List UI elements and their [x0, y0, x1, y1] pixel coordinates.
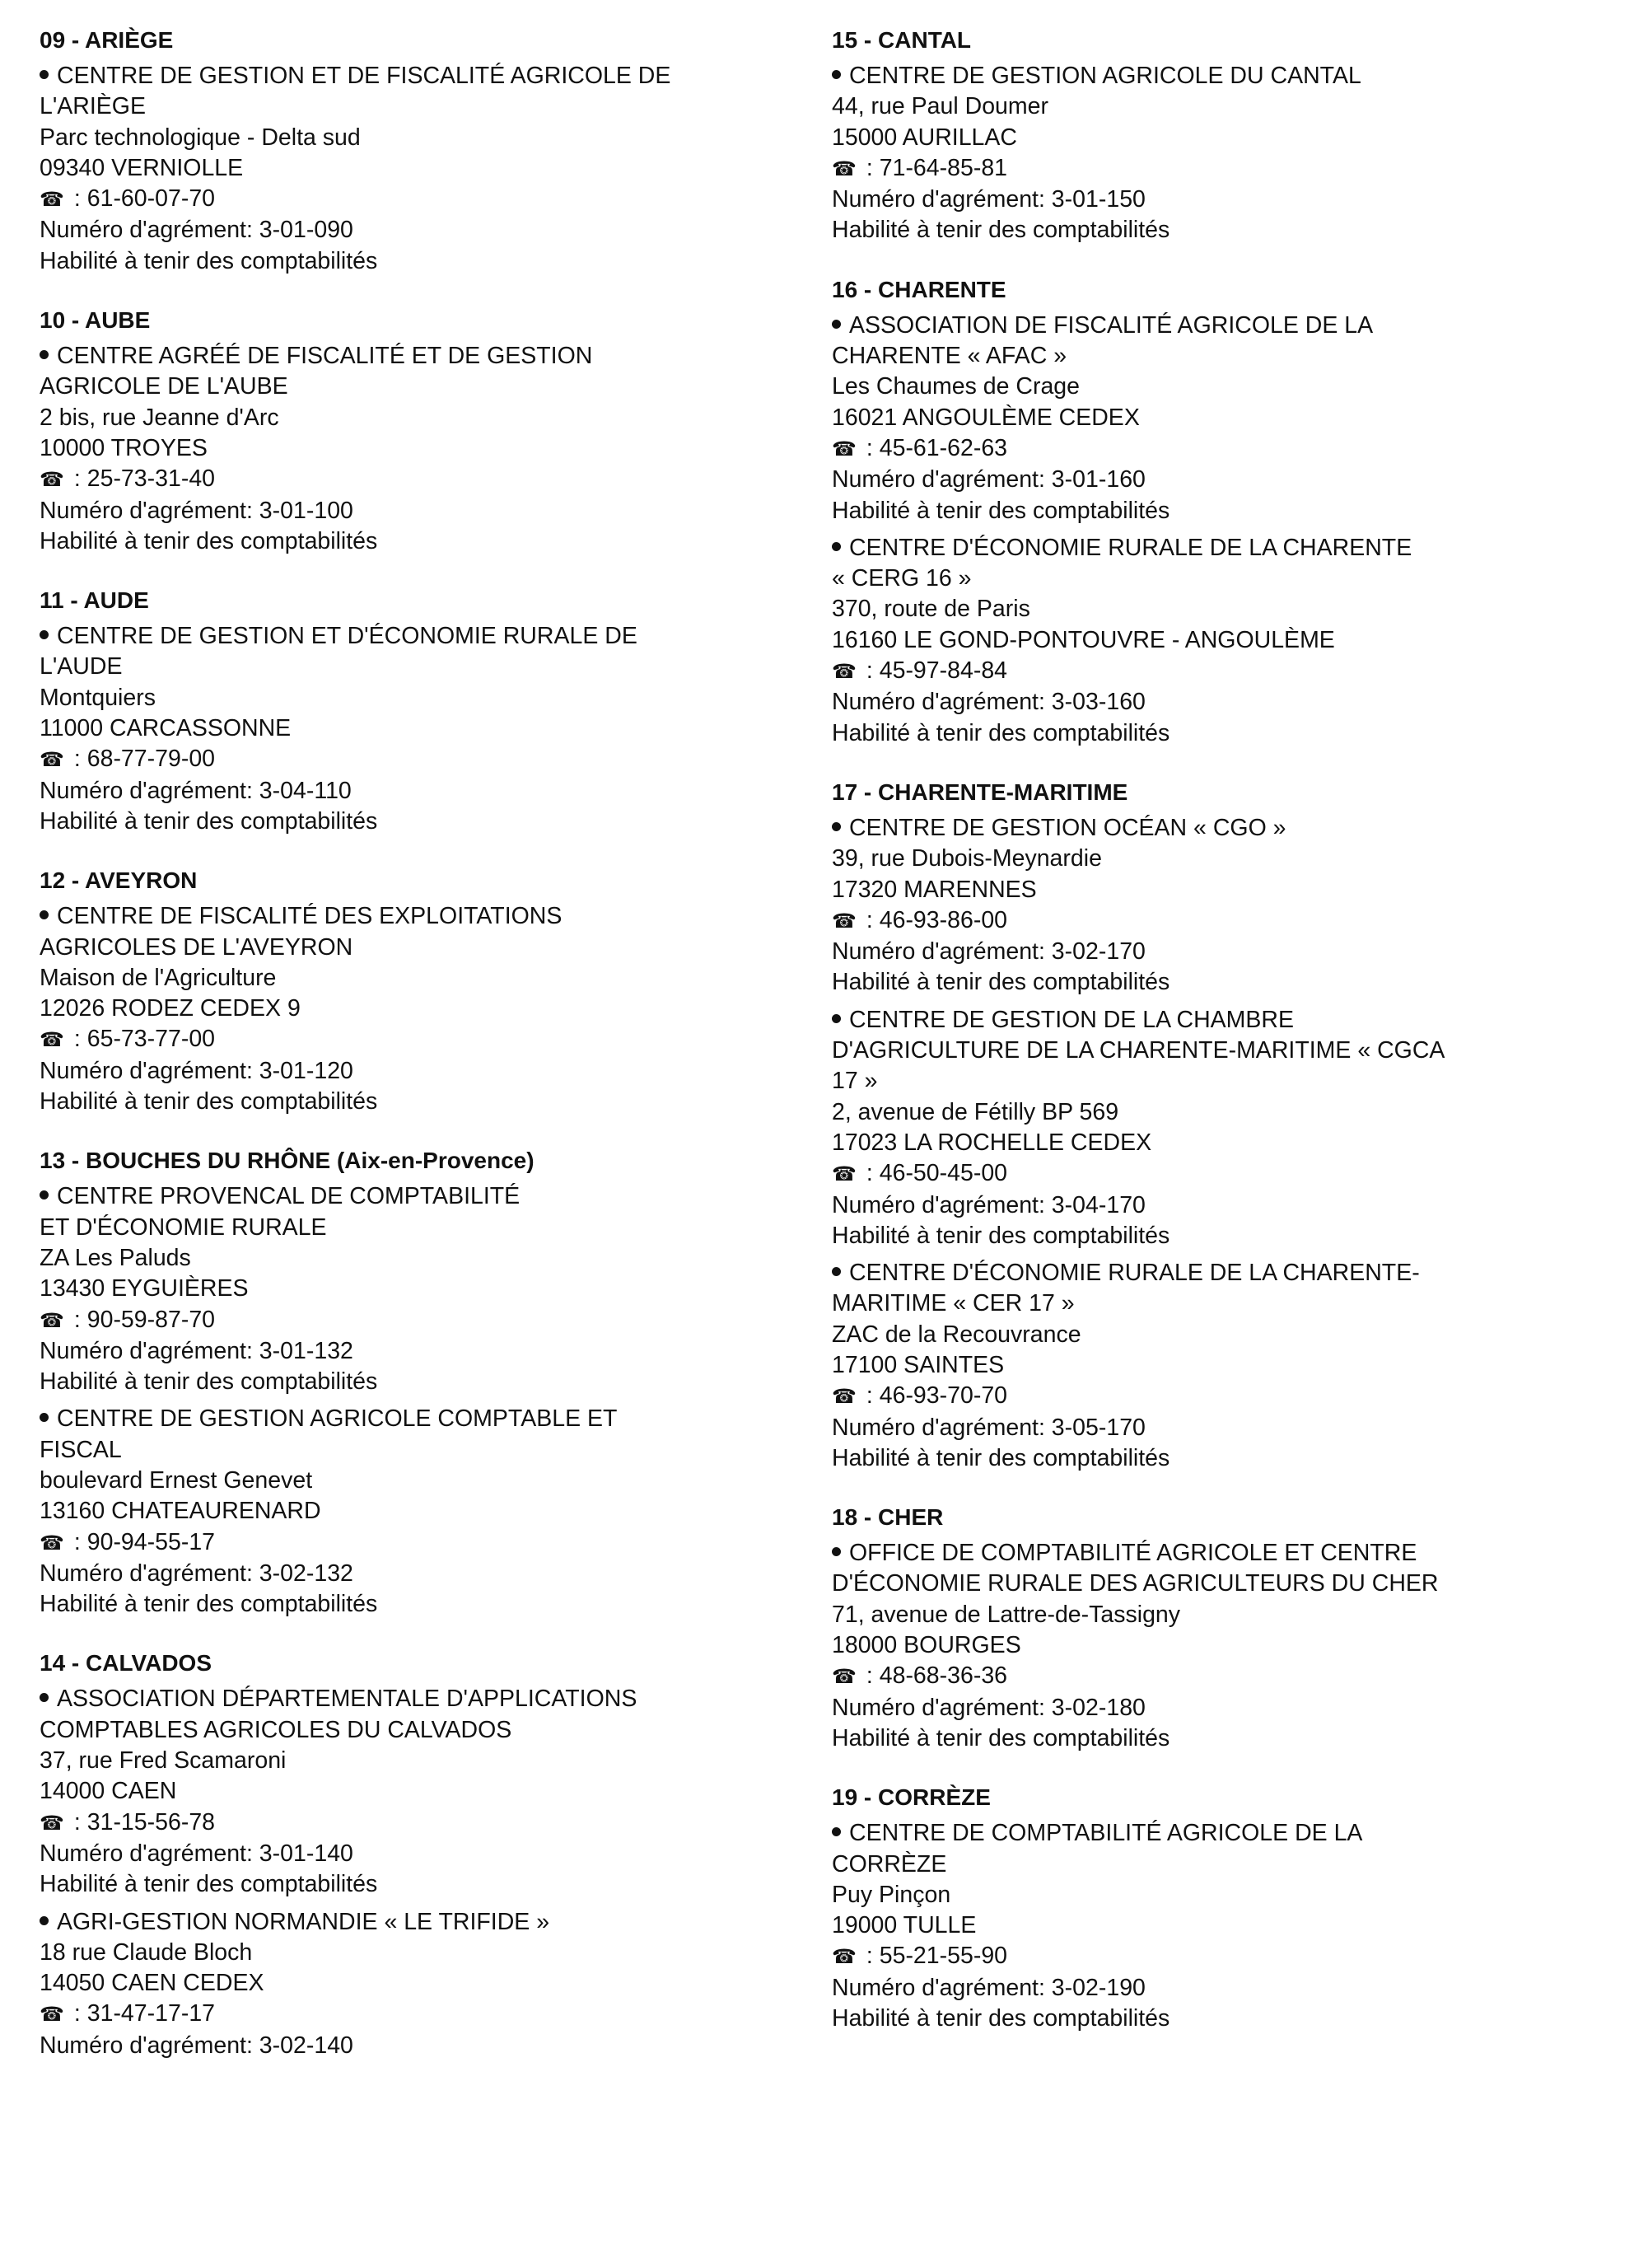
department-heading: 13 - BOUCHES DU RHÔNE (Aix-en-Provence): [40, 1148, 535, 1174]
phone-line: [832, 656, 1598, 687]
address-line: 16021 ANGOULÈME CEDEX: [832, 404, 1140, 431]
agrement-number: Numéro d'agrément: 3-02-140: [40, 2032, 353, 2059]
agrement-number: Numéro d'agrément: 3-01-150: [832, 186, 1146, 213]
phone-line: [40, 1527, 814, 1559]
address-line: 2, avenue de Fétilly BP 569: [832, 1098, 1119, 1125]
center-name-text: CENTRE AGRÉÉ DE FISCALITÉ ET DE GESTION: [57, 343, 593, 370]
agrement-number: Numéro d'agrément: 3-03-160: [832, 689, 1146, 716]
agrement-number: Numéro d'agrément: 3-02-132: [40, 1560, 353, 1587]
phone-number: : 55-21-55-90: [866, 1943, 1008, 1970]
center-entry: [40, 621, 814, 837]
department-section: [832, 1782, 1598, 2034]
address-line: ZA Les Paluds: [40, 1244, 191, 1271]
habilitation-text: Habilité à tenir des comptabilités: [40, 527, 378, 554]
address-line: Montquiers: [40, 684, 156, 711]
phone-line: [40, 1999, 814, 2030]
address-line: ZAC de la Recouvrance: [832, 1321, 1081, 1348]
agrement-number: Numéro d'agrément: 3-04-110: [40, 777, 352, 804]
address-line: 17023 LA ROCHELLE CEDEX: [832, 1129, 1152, 1156]
center-name-line: [40, 1181, 814, 1212]
center-entry: [40, 1181, 814, 1397]
address-line: 18000 BOURGES: [832, 1632, 1021, 1659]
center-name-line: [40, 1435, 814, 1466]
bullet-icon: [40, 70, 49, 79]
phone-number: : 65-73-77-00: [73, 1026, 216, 1053]
department-section: [40, 865, 814, 1117]
center-name-text: ASSOCIATION DE FISCALITÉ AGRICOLE DE LA: [849, 311, 1374, 339]
phone-line: [40, 184, 814, 215]
telephone-icon: ☎: [832, 157, 857, 180]
telephone-icon: ☎: [40, 189, 64, 212]
agrement-number: Numéro d'agrément: 3-05-170: [832, 1414, 1146, 1441]
left-column: [40, 25, 814, 2089]
bullet-icon: [40, 1693, 49, 1702]
center-name-text: OFFICE DE COMPTABILITÉ AGRICOLE ET CENTRE: [849, 1540, 1417, 1567]
center-name-text: CENTRE DE GESTION AGRICOLE DU CANTAL: [849, 63, 1361, 89]
department-section: [40, 1145, 814, 1620]
center-name-text: CENTRE DE COMPTABILITÉ AGRICOLE DE LA: [849, 1820, 1363, 1847]
address-line: 13430 EYGUIÈRES: [40, 1275, 249, 1302]
address-line: 17100 SAINTES: [832, 1351, 1005, 1378]
center-name-text: 17 »: [832, 1068, 878, 1095]
center-name-line: [832, 1288, 1598, 1319]
habilitation-text: Habilité à tenir des comptabilités: [832, 217, 1170, 244]
center-name-text: AGRI-GESTION NORMANDIE « LE TRIFIDE »: [57, 1908, 550, 1935]
habilitation-text: Habilité à tenir des comptabilités: [832, 719, 1170, 746]
address-line: 15000 AURILLAC: [832, 124, 1017, 151]
telephone-icon: ☎: [40, 1309, 64, 1332]
telephone-icon: ☎: [832, 1163, 857, 1186]
department-heading: 15 - CANTAL: [832, 27, 972, 53]
center-name-line: [832, 813, 1598, 844]
center-name-line: [832, 1005, 1598, 1036]
department-section: [40, 25, 814, 277]
center-name-text: CENTRE DE GESTION AGRICOLE COMPTABLE ET: [57, 1405, 618, 1433]
agrement-number: Numéro d'agrément: 3-01-140: [40, 1840, 353, 1867]
habilitation-text: Habilité à tenir des comptabilités: [40, 1088, 378, 1115]
bullet-icon: [40, 1190, 49, 1199]
address-line: Parc technologique - Delta sud: [40, 124, 361, 151]
address-line: 14000 CAEN: [40, 1778, 177, 1805]
phone-number: : 25-73-31-40: [73, 465, 216, 493]
center-name-text: L'AUDE: [40, 653, 123, 680]
address-line: 17320 MARENNES: [832, 876, 1037, 903]
phone-number: : 31-47-17-17: [73, 2000, 216, 2027]
phone-number: : 48-68-36-36: [866, 1662, 1008, 1690]
bullet-icon: [40, 1413, 49, 1422]
center-name-line: [832, 563, 1598, 594]
address-line: 13160 CHATEAURENARD: [40, 1498, 321, 1525]
department-section: [40, 585, 814, 837]
address-line: 370, route de Paris: [832, 596, 1030, 623]
department-heading: 14 - CALVADOS: [40, 1650, 212, 1676]
bullet-icon: [832, 1267, 841, 1276]
phone-number: : 45-97-84-84: [866, 657, 1008, 685]
bullet-icon: [832, 822, 841, 831]
center-name-text: CENTRE DE GESTION ET D'ÉCONOMIE RURALE DE: [57, 623, 637, 650]
agrement-number: Numéro d'agrément: 3-01-100: [40, 497, 353, 524]
address-line: Maison de l'Agriculture: [40, 964, 277, 991]
habilitation-text: Habilité à tenir des comptabilités: [832, 1724, 1170, 1751]
department-section: [40, 1648, 814, 2061]
center-name-text: D'AGRICULTURE DE LA CHARENTE-MARITIME « CGCA: [832, 1037, 1445, 1064]
center-entry: [40, 1404, 814, 1620]
center-name-line: [832, 1849, 1598, 1880]
address-line: 19000 TULLE: [832, 1912, 977, 1939]
center-entry: [40, 1684, 814, 1900]
address-line: 18 rue Claude Bloch: [40, 1938, 253, 1966]
phone-line: [832, 1158, 1598, 1190]
address-line: 09340 VERNIOLLE: [40, 154, 244, 181]
center-name-text: CENTRE DE GESTION OCÉAN « CGO »: [849, 814, 1286, 841]
department-heading: 18 - CHER: [832, 1504, 944, 1531]
telephone-icon: ☎: [40, 469, 64, 492]
phone-line: [40, 1305, 814, 1336]
telephone-icon: ☎: [40, 2004, 64, 2027]
address-line: Puy Pinçon: [832, 1881, 951, 1908]
phone-number: : 46-50-45-00: [866, 1160, 1008, 1187]
phone-number: : 68-77-79-00: [73, 746, 216, 773]
habilitation-text: Habilité à tenir des comptabilités: [832, 2005, 1170, 2032]
center-name-line: [40, 1404, 814, 1434]
bullet-icon: [40, 1916, 49, 1925]
department-heading: 10 - AUBE: [40, 307, 151, 334]
address-line: 10000 TROYES: [40, 434, 208, 461]
bullet-icon: [40, 630, 49, 639]
agrement-number: Numéro d'agrément: 3-02-190: [832, 1974, 1146, 2001]
habilitation-text: Habilité à tenir des comptabilités: [40, 1871, 378, 1898]
habilitation-text: Habilité à tenir des comptabilités: [40, 807, 378, 835]
center-entry: [832, 311, 1598, 526]
telephone-icon: ☎: [832, 1666, 857, 1689]
department-heading: 19 - CORRÈZE: [832, 1784, 991, 1811]
telephone-icon: ☎: [40, 1029, 64, 1052]
center-name-text: COMPTABLES AGRICOLES DU CALVADOS: [40, 1716, 512, 1743]
bullet-icon: [832, 70, 841, 79]
center-entry: [832, 1005, 1598, 1251]
agrement-number: Numéro d'agrément: 3-01-090: [40, 217, 353, 244]
center-name-text: CENTRE D'ÉCONOMIE RURALE DE LA CHARENTE-: [849, 1260, 1420, 1287]
center-name-line: [832, 1258, 1598, 1288]
center-name-text: ASSOCIATION DÉPARTEMENTALE D'APPLICATIONS: [57, 1686, 637, 1713]
habilitation-text: Habilité à tenir des comptabilités: [40, 247, 378, 274]
center-name-text: MARITIME « CER 17 »: [832, 1290, 1075, 1317]
center-name-line: [832, 1818, 1598, 1849]
habilitation-text: Habilité à tenir des comptabilités: [40, 1591, 378, 1618]
phone-line: [832, 1661, 1598, 1692]
center-name-line: [40, 61, 814, 91]
bullet-icon: [40, 350, 49, 359]
center-name-text: ET D'ÉCONOMIE RURALE: [40, 1213, 327, 1241]
center-name-text: AGRICOLES DE L'AVEYRON: [40, 933, 353, 961]
phone-number: : 90-94-55-17: [73, 1528, 216, 1555]
center-name-text: CHARENTE « AFAC »: [832, 343, 1067, 370]
center-name-line: [832, 341, 1598, 372]
phone-number: : 71-64-85-81: [866, 154, 1008, 181]
bullet-icon: [832, 1547, 841, 1556]
center-name-text: L'ARIÈGE: [40, 93, 146, 120]
bullet-icon: [832, 1014, 841, 1023]
phone-number: : 46-93-86-00: [866, 906, 1008, 933]
agrement-number: Numéro d'agrément: 3-04-170: [832, 1191, 1146, 1218]
center-entry: [40, 901, 814, 1117]
address-line: 2 bis, rue Jeanne d'Arc: [40, 404, 279, 431]
agrement-number: Numéro d'agrément: 3-02-180: [832, 1694, 1146, 1721]
address-line: 16160 LE GOND-PONTOUVRE - ANGOULÈME: [832, 626, 1335, 653]
department-section: [832, 1502, 1598, 1754]
center-name-line: [832, 311, 1598, 341]
bullet-icon: [832, 1827, 841, 1836]
center-name-line: [40, 91, 814, 122]
department-heading: 12 - AVEYRON: [40, 867, 198, 894]
address-line: 39, rue Dubois-Meynardie: [832, 845, 1102, 872]
center-name-line: [832, 533, 1598, 563]
address-line: 71, avenue de Lattre-de-Tassigny: [832, 1601, 1181, 1628]
habilitation-text: Habilité à tenir des comptabilités: [832, 1222, 1170, 1249]
bullet-icon: [832, 320, 841, 329]
center-name-text: CORRÈZE: [832, 1850, 947, 1878]
center-name-text: CENTRE PROVENCAL DE COMPTABILITÉ: [57, 1183, 521, 1210]
center-name-text: CENTRE DE FISCALITÉ DES EXPLOITATIONS: [57, 903, 563, 930]
center-name-text: « CERG 16 »: [832, 565, 972, 592]
department-heading: 17 - CHARENTE-MARITIME: [832, 779, 1128, 805]
telephone-icon: ☎: [40, 1531, 64, 1555]
agrement-number: Numéro d'agrément: 3-01-160: [832, 466, 1146, 493]
address-line: 12026 RODEZ CEDEX 9: [40, 995, 301, 1022]
phone-number: : 90-59-87-70: [73, 1306, 216, 1333]
right-column: [832, 25, 1598, 2062]
habilitation-text: Habilité à tenir des comptabilités: [832, 1444, 1170, 1471]
center-name-text: AGRICOLE DE L'AUBE: [40, 373, 288, 400]
phone-line: [40, 464, 814, 495]
center-name-line: [40, 1907, 814, 1938]
center-name-line: [40, 372, 814, 402]
habilitation-text: Habilité à tenir des comptabilités: [40, 1368, 378, 1396]
center-name-line: [40, 901, 814, 932]
habilitation-text: Habilité à tenir des comptabilités: [832, 497, 1170, 524]
department-section: [832, 25, 1598, 246]
telephone-icon: ☎: [832, 661, 857, 684]
habilitation-text: Habilité à tenir des comptabilités: [832, 969, 1170, 996]
center-name-line: [832, 1538, 1598, 1569]
telephone-icon: ☎: [832, 910, 857, 933]
telephone-icon: ☎: [832, 437, 857, 461]
telephone-icon: ☎: [40, 749, 64, 772]
center-entry: [40, 341, 814, 557]
phone-line: [832, 433, 1598, 465]
center-entry: [832, 61, 1598, 246]
center-name-text: FISCAL: [40, 1436, 122, 1463]
phone-number: : 61-60-07-70: [73, 185, 216, 213]
address-line: 11000 CARCASSONNE: [40, 715, 292, 742]
address-line: Les Chaumes de Crage: [832, 373, 1081, 400]
department-section: [40, 305, 814, 557]
bullet-icon: [40, 910, 49, 919]
center-name-line: [832, 1066, 1598, 1097]
bullet-icon: [832, 542, 841, 551]
center-name-text: CENTRE DE GESTION ET DE FISCALITÉ AGRICOLE DE: [57, 63, 671, 89]
center-entry: [832, 533, 1598, 749]
phone-line: [40, 1807, 814, 1839]
phone-number: : 31-15-56-78: [73, 1808, 216, 1835]
telephone-icon: ☎: [40, 1812, 64, 1835]
address-line: 37, rue Fred Scamaroni: [40, 1747, 287, 1775]
agrement-number: Numéro d'agrément: 3-01-132: [40, 1337, 353, 1364]
center-name-line: [40, 1213, 814, 1243]
center-name-line: [832, 61, 1598, 91]
center-name-line: [40, 1715, 814, 1746]
center-name-line: [40, 621, 814, 652]
phone-line: [832, 905, 1598, 937]
telephone-icon: ☎: [832, 1946, 857, 1969]
phone-number: : 46-93-70-70: [866, 1382, 1008, 1410]
center-name-line: [40, 1684, 814, 1714]
center-name-line: [832, 1036, 1598, 1066]
department-section: [832, 274, 1598, 749]
telephone-icon: ☎: [832, 1386, 857, 1409]
phone-number: : 45-61-62-63: [866, 434, 1008, 461]
agrement-number: Numéro d'agrément: 3-01-120: [40, 1057, 353, 1084]
center-entry: [832, 813, 1598, 998]
agrement-number: Numéro d'agrément: 3-02-170: [832, 938, 1146, 966]
center-name-text: CENTRE DE GESTION DE LA CHAMBRE: [849, 1006, 1295, 1033]
address-line: boulevard Ernest Genevet: [40, 1466, 313, 1494]
department-heading: 09 - ARIÈGE: [40, 27, 174, 53]
phone-line: [40, 1024, 814, 1055]
phone-line: [832, 1941, 1598, 1972]
phone-line: [832, 153, 1598, 185]
department-heading: 11 - AUDE: [40, 587, 149, 614]
department-section: [832, 777, 1598, 1474]
center-entry: [40, 61, 814, 277]
center-name-text: CENTRE D'ÉCONOMIE RURALE DE LA CHARENTE: [849, 534, 1412, 561]
department-heading: 16 - CHARENTE: [832, 276, 1006, 302]
center-name-text: D'ÉCONOMIE RURALE DES AGRICULTEURS DU CHER: [832, 1570, 1439, 1597]
center-name-line: [40, 341, 814, 372]
center-name-line: [40, 652, 814, 682]
center-entry: [832, 1538, 1598, 1754]
center-name-line: [832, 1569, 1598, 1599]
address-line: 44, rue Paul Doumer: [832, 93, 1048, 120]
center-entry: [40, 1907, 814, 2061]
address-line: 14050 CAEN CEDEX: [40, 1970, 264, 1997]
phone-line: [40, 744, 814, 775]
center-name-line: [40, 933, 814, 963]
center-entry: [832, 1818, 1598, 2034]
phone-line: [832, 1381, 1598, 1412]
center-entry: [832, 1258, 1598, 1474]
